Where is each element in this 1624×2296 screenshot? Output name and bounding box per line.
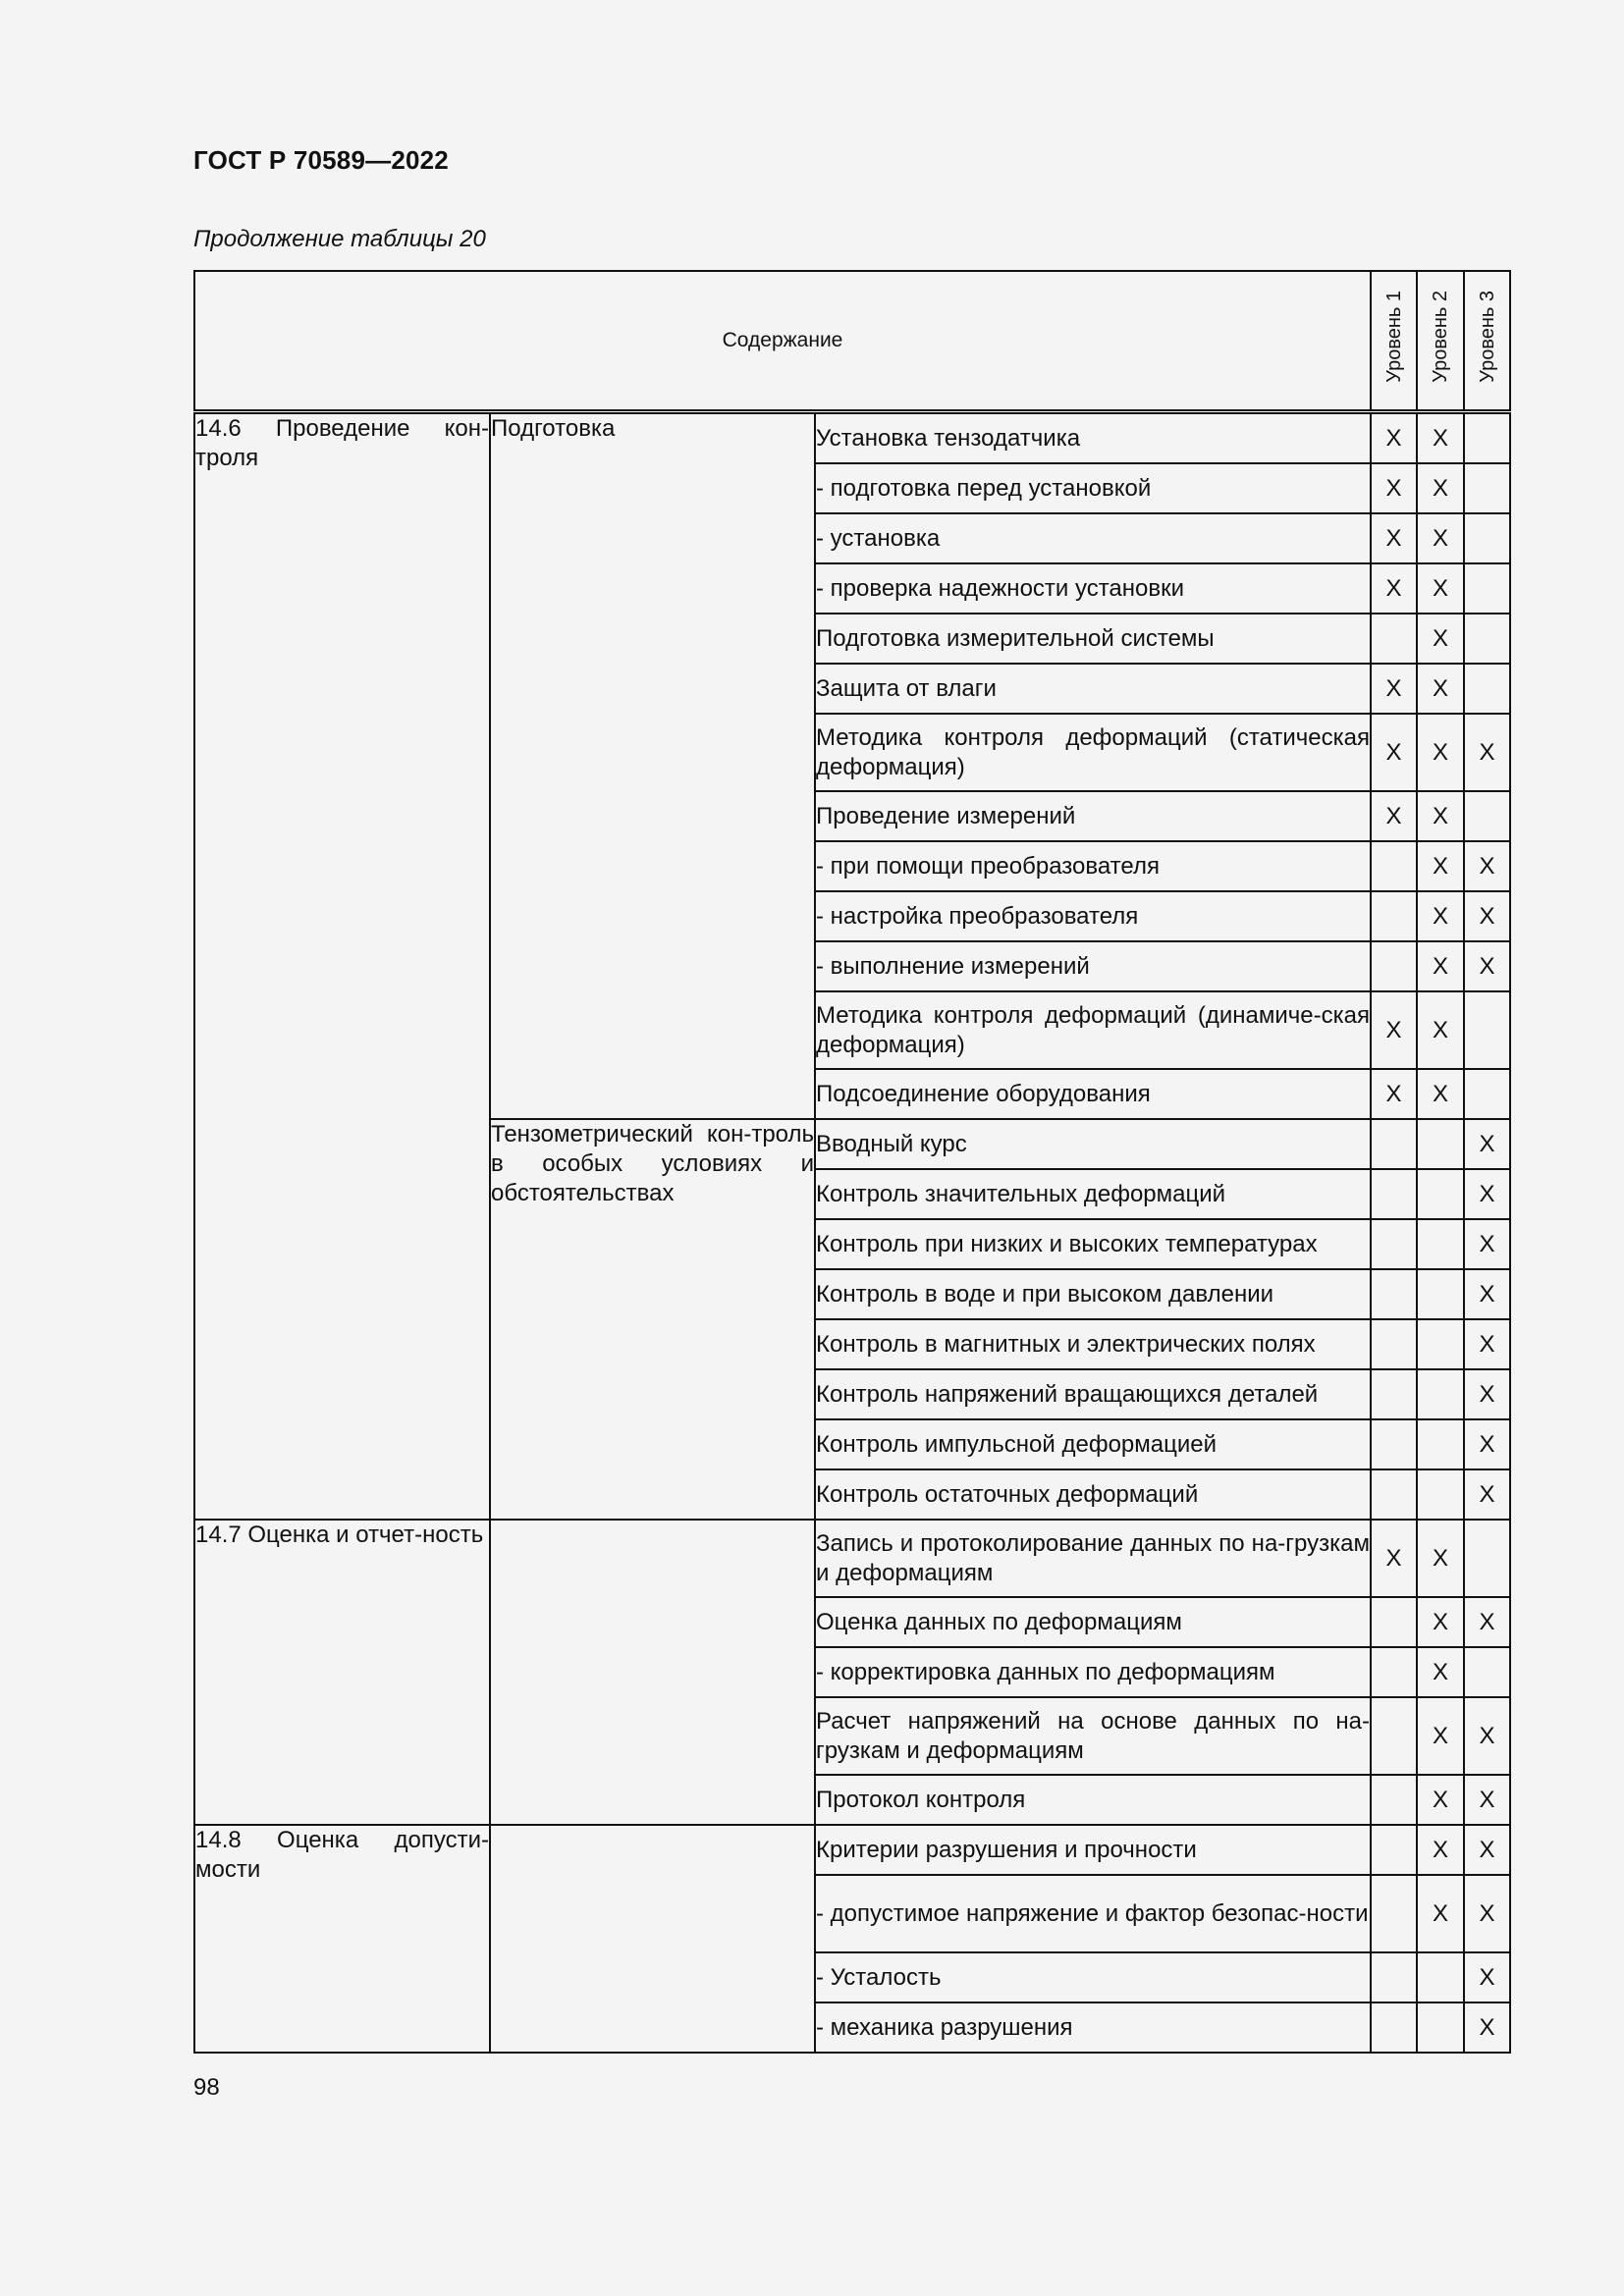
level-2-mark: X xyxy=(1417,412,1464,464)
level-3-mark: X xyxy=(1464,941,1510,991)
level-1-mark: X xyxy=(1371,1069,1417,1119)
level-2-mark xyxy=(1417,1319,1464,1369)
level-3-mark xyxy=(1464,412,1510,464)
level-2-mark: X xyxy=(1417,791,1464,841)
level-3-mark: X xyxy=(1464,1875,1510,1952)
item-text: - корректировка данных по деформациям xyxy=(815,1647,1371,1697)
item-text: Расчет напряжений на основе данных по на-грузкам и деформациям xyxy=(815,1697,1371,1775)
item-text: Подготовка измерительной системы xyxy=(815,614,1371,664)
level-1-mark xyxy=(1371,2002,1417,2053)
item-text: Контроль импульсной деформацией xyxy=(815,1419,1371,1469)
level-1-mark: X xyxy=(1371,412,1417,464)
level-3-mark: X xyxy=(1464,1219,1510,1269)
header-level-1 xyxy=(1371,271,1417,412)
level-1-mark xyxy=(1371,1119,1417,1169)
level-3-mark: X xyxy=(1464,891,1510,941)
level-3-mark: X xyxy=(1464,1419,1510,1469)
item-text: - настройка преобразователя xyxy=(815,891,1371,941)
group-label: Подготовка xyxy=(490,412,815,1120)
level-2-mark: X xyxy=(1417,841,1464,891)
level-2-mark: X xyxy=(1417,463,1464,513)
header-level-2 xyxy=(1417,271,1464,412)
item-text: - механика разрушения xyxy=(815,2002,1371,2053)
level-1-mark xyxy=(1371,1269,1417,1319)
level-1-mark: X xyxy=(1371,1520,1417,1597)
item-text: Установка тензодатчика xyxy=(815,412,1371,464)
level-3-mark: X xyxy=(1464,714,1510,791)
level-1-mark xyxy=(1371,1875,1417,1952)
level-3-mark: X xyxy=(1464,1697,1510,1775)
level-3-mark: X xyxy=(1464,1369,1510,1419)
level-3-mark: X xyxy=(1464,2002,1510,2053)
item-text: Защита от влаги xyxy=(815,664,1371,714)
level-2-mark xyxy=(1417,1219,1464,1269)
item-text: Проведение измерений xyxy=(815,791,1371,841)
level-2-mark xyxy=(1417,1169,1464,1219)
level-1-mark xyxy=(1371,1597,1417,1647)
level-2-mark: X xyxy=(1417,891,1464,941)
header-level-3-label: Уровень 3 xyxy=(1476,291,1498,383)
level-3-mark: X xyxy=(1464,1825,1510,1875)
table-row xyxy=(194,1825,1510,1875)
level-1-mark xyxy=(1371,891,1417,941)
level-3-mark xyxy=(1464,664,1510,714)
level-3-mark xyxy=(1464,1520,1510,1597)
item-text: - выполнение измерений xyxy=(815,941,1371,991)
item-text: Контроль значительных деформаций xyxy=(815,1169,1371,1219)
level-2-mark: X xyxy=(1417,1520,1464,1597)
level-2-mark xyxy=(1417,2002,1464,2053)
level-2-mark xyxy=(1417,1119,1464,1169)
item-text: - подготовка перед установкой xyxy=(815,463,1371,513)
level-1-mark xyxy=(1371,1169,1417,1219)
level-1-mark xyxy=(1371,1825,1417,1875)
level-2-mark: X xyxy=(1417,1597,1464,1647)
level-1-mark xyxy=(1371,841,1417,891)
level-2-mark xyxy=(1417,1419,1464,1469)
level-1-mark xyxy=(1371,941,1417,991)
level-3-mark: X xyxy=(1464,1775,1510,1825)
level-1-mark xyxy=(1371,1369,1417,1419)
level-1-mark: X xyxy=(1371,991,1417,1069)
section-label: 14.8 Оценка допусти-мости xyxy=(194,1825,490,2053)
item-text: Контроль напряжений вращающихся деталей xyxy=(815,1369,1371,1419)
level-2-mark: X xyxy=(1417,941,1464,991)
level-1-mark: X xyxy=(1371,664,1417,714)
item-text: - при помощи преобразователя xyxy=(815,841,1371,891)
level-3-mark: X xyxy=(1464,1597,1510,1647)
level-1-mark xyxy=(1371,1775,1417,1825)
document-code: ГОСТ Р 70589—2022 xyxy=(193,145,449,175)
item-text: Методика контроля деформаций (динамиче-ская деформация) xyxy=(815,991,1371,1069)
header-content: Содержание xyxy=(194,271,1371,412)
table-caption: Продолжение таблицы 20 xyxy=(193,226,486,252)
level-2-mark xyxy=(1417,1269,1464,1319)
group-label xyxy=(490,1825,815,2053)
level-3-mark: X xyxy=(1464,1319,1510,1369)
level-3-mark: X xyxy=(1464,1119,1510,1169)
level-2-mark: X xyxy=(1417,991,1464,1069)
level-3-mark: X xyxy=(1464,1269,1510,1319)
header-level-3 xyxy=(1464,271,1510,412)
level-3-mark xyxy=(1464,513,1510,563)
level-2-mark: X xyxy=(1417,513,1464,563)
level-1-mark: X xyxy=(1371,791,1417,841)
level-1-mark xyxy=(1371,614,1417,664)
level-2-mark: X xyxy=(1417,1825,1464,1875)
level-3-mark: X xyxy=(1464,841,1510,891)
level-2-mark: X xyxy=(1417,1875,1464,1952)
section-label: 14.6 Проведение кон-троля xyxy=(194,412,490,1521)
curriculum-table xyxy=(193,270,1511,2054)
level-2-mark: X xyxy=(1417,714,1464,791)
level-1-mark: X xyxy=(1371,513,1417,563)
level-1-mark xyxy=(1371,1219,1417,1269)
item-text: Контроль при низких и высоких температурах xyxy=(815,1219,1371,1269)
header-level-1-label: Уровень 1 xyxy=(1382,291,1405,383)
level-3-mark xyxy=(1464,614,1510,664)
level-3-mark xyxy=(1464,991,1510,1069)
level-3-mark xyxy=(1464,563,1510,614)
level-1-mark xyxy=(1371,1697,1417,1775)
level-3-mark: X xyxy=(1464,1469,1510,1520)
level-2-mark xyxy=(1417,1469,1464,1520)
level-1-mark xyxy=(1371,1419,1417,1469)
item-text: Подсоединение оборудования xyxy=(815,1069,1371,1119)
level-1-mark xyxy=(1371,1469,1417,1520)
item-text: Вводный курс xyxy=(815,1119,1371,1169)
level-3-mark xyxy=(1464,791,1510,841)
item-text: Оценка данных по деформациям xyxy=(815,1597,1371,1647)
level-1-mark xyxy=(1371,1952,1417,2002)
level-2-mark: X xyxy=(1417,1647,1464,1697)
level-3-mark: X xyxy=(1464,1169,1510,1219)
item-text: - допустимое напряжение и фактор безопас-ности xyxy=(815,1875,1371,1952)
group-label xyxy=(490,1520,815,1825)
level-3-mark xyxy=(1464,1647,1510,1697)
level-2-mark: X xyxy=(1417,1697,1464,1775)
item-text: Запись и протоколирование данных по на-грузкам и деформациям xyxy=(815,1520,1371,1597)
level-2-mark: X xyxy=(1417,1775,1464,1825)
level-1-mark: X xyxy=(1371,714,1417,791)
level-2-mark: X xyxy=(1417,614,1464,664)
level-1-mark: X xyxy=(1371,463,1417,513)
level-3-mark xyxy=(1464,1069,1510,1119)
page-number: 98 xyxy=(193,2074,220,2101)
section-label: 14.7 Оценка и отчет-ность xyxy=(194,1520,490,1825)
level-2-mark xyxy=(1417,1369,1464,1419)
level-1-mark xyxy=(1371,1319,1417,1369)
level-2-mark: X xyxy=(1417,563,1464,614)
level-2-mark: X xyxy=(1417,1069,1464,1119)
item-text: Протокол контроля xyxy=(815,1775,1371,1825)
header-level-2-label: Уровень 2 xyxy=(1430,291,1451,383)
table-body xyxy=(194,412,1510,2054)
item-text: Методика контроля деформаций (статическая деформация) xyxy=(815,714,1371,791)
item-text: Контроль остаточных деформаций xyxy=(815,1469,1371,1520)
item-text: - проверка надежности установки xyxy=(815,563,1371,614)
item-text: - Усталость xyxy=(815,1952,1371,2002)
item-text: Критерии разрушения и прочности xyxy=(815,1825,1371,1875)
group-label: Тензометрический кон-троль в особых условиях и обстоятельствах xyxy=(490,1119,815,1520)
level-2-mark: X xyxy=(1417,664,1464,714)
table-row xyxy=(194,412,1510,464)
table-header-row xyxy=(194,271,1510,412)
item-text: - установка xyxy=(815,513,1371,563)
level-1-mark: X xyxy=(1371,563,1417,614)
item-text: Контроль в воде и при высоком давлении xyxy=(815,1269,1371,1319)
item-text: Контроль в магнитных и электрических полях xyxy=(815,1319,1371,1369)
level-1-mark xyxy=(1371,1647,1417,1697)
level-3-mark: X xyxy=(1464,1952,1510,2002)
table-row xyxy=(194,1520,1510,1597)
level-3-mark xyxy=(1464,463,1510,513)
level-2-mark xyxy=(1417,1952,1464,2002)
